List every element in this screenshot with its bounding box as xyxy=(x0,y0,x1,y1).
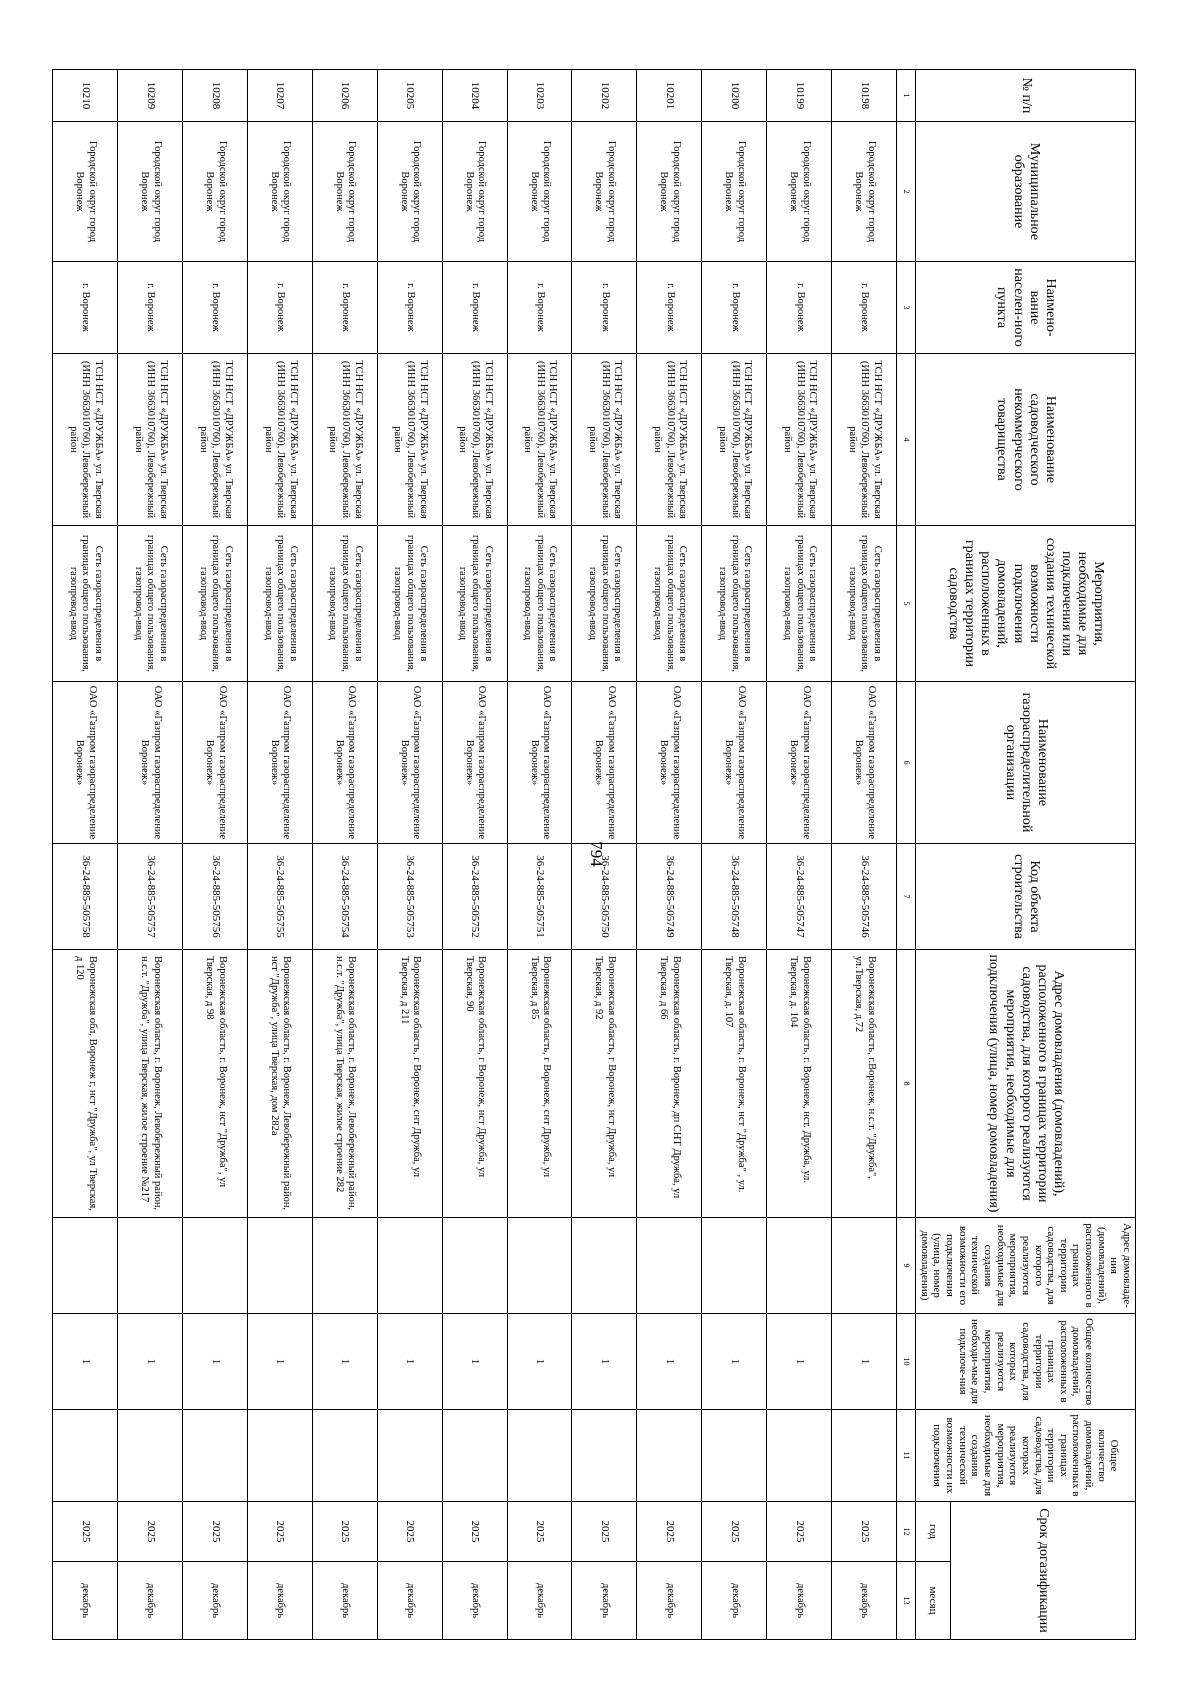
cell-count-tech xyxy=(572,1410,637,1502)
cell-row-number: 10209 xyxy=(118,70,183,122)
cell-gas-org: ОАО «Газпром газораспределение Воронеж» xyxy=(507,682,572,844)
cell-address: Воронежская область, г. Воронеж, Левобережный район, нст "Дружба", улица Тверская, дом 282а xyxy=(247,950,312,1218)
cell-count-tech xyxy=(118,1410,183,1502)
cell-municipality: Городской округ город Воронеж xyxy=(832,122,897,262)
col-header-snt: Наименование садоводческого некоммерческого товарищества xyxy=(916,354,1136,526)
cell-snt-name: ТСН НСТ «ДРУЖБА» ул. Тверская (ИНН 3663010760), Левобережный район xyxy=(442,354,507,526)
cell-events: Сеть газораспределения в границах общего пользования, газопровод-ввод xyxy=(637,526,702,682)
cell-address: Воронежская область, г. Воронеж, Левобережный район, н.с.т. "Дружба", улица Тверская, жилое строение №217 xyxy=(118,950,183,1218)
cell-count: 1 xyxy=(377,1314,442,1410)
cell-municipality: Городской округ город Воронеж xyxy=(572,122,637,262)
cell-count: 1 xyxy=(118,1314,183,1410)
cell-address-tech xyxy=(182,1218,247,1314)
cell-municipality: Городской округ город Воронеж xyxy=(377,122,442,262)
cell-month: декабрь xyxy=(442,1562,507,1640)
col-header-count-tech: Общее количество домовладений, расположенных в границах территории садоводства, для которых реализуются мероприятия, необходимые для создания технической возможности их подключения xyxy=(916,1410,1136,1502)
cell-object-code: 36-24-885-505755 xyxy=(247,844,312,950)
cell-settlement: г. Воронеж xyxy=(312,262,377,354)
cell-snt-name: ТСН НСТ «ДРУЖБА» ул. Тверская (ИНН 3663010760), Левобережный район xyxy=(637,354,702,526)
cell-row-number: 10208 xyxy=(182,70,247,122)
cell-settlement: г. Воронеж xyxy=(507,262,572,354)
table-row xyxy=(118,70,183,1640)
col-header-gas-org: Наименование газораспределительной организации xyxy=(916,682,1136,844)
cell-month: декабрь xyxy=(507,1562,572,1640)
cell-gas-org: ОАО «Газпром газораспределение Воронеж» xyxy=(702,682,767,844)
cell-row-number: 10202 xyxy=(572,70,637,122)
cell-address: Воронежская область, г. Воронеж, нст "Дружба" , ул. Тверская, д. 107 xyxy=(702,950,767,1218)
cell-address-tech xyxy=(767,1218,832,1314)
col-header-address: Адрес домовладения (домовладений), расположенного в границах территории садоводства, для которого реализуются мероприятия, необходимые для подключения (улица, номер домовладения) xyxy=(916,950,1136,1218)
cell-gas-org: ОАО «Газпром газораспределение Воронеж» xyxy=(377,682,442,844)
cell-gas-org: ОАО «Газпром газораспределение Воронеж» xyxy=(767,682,832,844)
cell-object-code: 36-24-885-505752 xyxy=(442,844,507,950)
cell-count: 1 xyxy=(572,1314,637,1410)
cell-count-tech xyxy=(312,1410,377,1502)
cell-row-number: 10204 xyxy=(442,70,507,122)
cell-month: декабрь xyxy=(247,1562,312,1640)
table-row xyxy=(312,70,377,1640)
cell-year: 2025 xyxy=(53,1502,118,1562)
cell-count: 1 xyxy=(507,1314,572,1410)
cell-count-tech xyxy=(442,1410,507,1502)
cell-object-code: 36-24-885-505754 xyxy=(312,844,377,950)
cell-settlement: г. Воронеж xyxy=(832,262,897,354)
cell-settlement: г. Воронеж xyxy=(442,262,507,354)
cell-count: 1 xyxy=(832,1314,897,1410)
cell-count: 1 xyxy=(442,1314,507,1410)
cell-count: 1 xyxy=(637,1314,702,1410)
cell-count-tech xyxy=(637,1410,702,1502)
cell-address-tech xyxy=(247,1218,312,1314)
cell-gas-org: ОАО «Газпром газораспределение Воронеж» xyxy=(118,682,183,844)
cell-municipality: Городской округ город Воронеж xyxy=(507,122,572,262)
col-header-events: Мероприятия, необходимые для подключения или создания технической возможности подключения домовладений, расположенных в границах территории садоводства xyxy=(916,526,1136,682)
cell-year: 2025 xyxy=(572,1502,637,1562)
cell-month: декабрь xyxy=(377,1562,442,1640)
cell-address: Воронежская область, г Воронеж, нст Дружба, ул Тверская, 90 xyxy=(442,950,507,1218)
cell-address-tech xyxy=(832,1218,897,1314)
cell-count: 1 xyxy=(182,1314,247,1410)
cell-address: Воронежская обл, Воронеж г, нст "Дружба", ул Тверская, д 120 xyxy=(53,950,118,1218)
cell-count-tech xyxy=(377,1410,442,1502)
cell-address-tech xyxy=(442,1218,507,1314)
cell-count: 1 xyxy=(247,1314,312,1410)
cell-address-tech xyxy=(312,1218,377,1314)
column-number: 8 xyxy=(897,950,916,1218)
cell-row-number: 10203 xyxy=(507,70,572,122)
column-number: 10 xyxy=(897,1314,916,1410)
cell-municipality: Городской округ город Воронеж xyxy=(702,122,767,262)
col-header-month: месяц xyxy=(916,1562,951,1640)
column-number: 7 xyxy=(897,844,916,950)
cell-snt-name: ТСН НСТ «ДРУЖБА» ул. Тверская (ИНН 3663010760), Левобережный район xyxy=(702,354,767,526)
cell-snt-name: ТСН НСТ «ДРУЖБА» ул. Тверская (ИНН 3663010760), Левобережный район xyxy=(312,354,377,526)
cell-municipality: Городской округ город Воронеж xyxy=(182,122,247,262)
cell-events: Сеть газораспределения в границах общего пользования, газопровод-ввод xyxy=(312,526,377,682)
column-number: 12 xyxy=(897,1502,916,1562)
cell-row-number: 10199 xyxy=(767,70,832,122)
cell-gas-org: ОАО «Газпром газораспределение Воронеж» xyxy=(572,682,637,844)
cell-year: 2025 xyxy=(442,1502,507,1562)
column-number-row xyxy=(897,70,916,1640)
cell-events: Сеть газораспределения в границах общего пользования, газопровод-ввод xyxy=(572,526,637,682)
cell-events: Сеть газораспределения в границах общего пользования, газопровод-ввод xyxy=(53,526,118,682)
cell-count-tech xyxy=(832,1410,897,1502)
cell-count-tech xyxy=(507,1410,572,1502)
cell-address-tech xyxy=(572,1218,637,1314)
cell-object-code: 36-24-885-505747 xyxy=(767,844,832,950)
cell-events: Сеть газораспределения в границах общего пользования, газопровод-ввод xyxy=(767,526,832,682)
cell-settlement: г. Воронеж xyxy=(702,262,767,354)
cell-address: Воронежская область, г Воронеж, нст Дружба, ул Тверская, д 92 xyxy=(572,950,637,1218)
cell-count: 1 xyxy=(767,1314,832,1410)
table-row xyxy=(572,70,637,1640)
col-header-count: Общее количество домовладений, расположенных в границах территории садоводства, для которых реализуются мероприятия, необходи-мые для подключе-ния xyxy=(916,1314,1136,1410)
cell-gas-org: ОАО «Газпром газораспределение Воронеж» xyxy=(442,682,507,844)
page-number: 794 xyxy=(587,841,606,867)
gasification-table xyxy=(52,69,1136,1640)
col-header-municipality: Муниципальное образование xyxy=(916,122,1136,262)
column-number: 4 xyxy=(897,354,916,526)
rotated-table-container xyxy=(64,69,1136,1639)
cell-year: 2025 xyxy=(377,1502,442,1562)
cell-events: Сеть газораспределения в границах общего пользования, газопровод-ввод xyxy=(702,526,767,682)
cell-snt-name: ТСН НСТ «ДРУЖБА» ул. Тверская (ИНН 3663010760), Левобережный район xyxy=(118,354,183,526)
cell-settlement: г. Воронеж xyxy=(377,262,442,354)
cell-year: 2025 xyxy=(312,1502,377,1562)
col-header-deadline: Срок догазификации xyxy=(951,1502,1136,1640)
column-number: 9 xyxy=(897,1218,916,1314)
cell-object-code: 36-24-885-505756 xyxy=(182,844,247,950)
cell-snt-name: ТСН НСТ «ДРУЖБА» ул. Тверская (ИНН 3663010760), Левобережный район xyxy=(832,354,897,526)
cell-object-code: 36-24-885-505749 xyxy=(637,844,702,950)
cell-events: Сеть газораспределения в границах общего пользования, газопровод-ввод xyxy=(507,526,572,682)
cell-settlement: г. Воронеж xyxy=(53,262,118,354)
column-number: 1 xyxy=(897,70,916,122)
column-number: 3 xyxy=(897,262,916,354)
cell-snt-name: ТСН НСТ «ДРУЖБА» ул. Тверская (ИНН 3663010760), Левобережный район xyxy=(53,354,118,526)
cell-settlement: г. Воронеж xyxy=(247,262,312,354)
cell-events: Сеть газораспределения в границах общего пользования, газопровод-ввод xyxy=(377,526,442,682)
cell-count-tech xyxy=(702,1410,767,1502)
table-body xyxy=(53,70,897,1640)
cell-month: декабрь xyxy=(832,1562,897,1640)
table-row xyxy=(702,70,767,1640)
cell-object-code: 36-24-885-505753 xyxy=(377,844,442,950)
cell-address-tech xyxy=(702,1218,767,1314)
cell-month: декабрь xyxy=(53,1562,118,1640)
cell-row-number: 10201 xyxy=(637,70,702,122)
cell-address: Воронежская область, г. Воронеж, Левобережный район, н.с.т. "Дружба", улица Тверская, жилое строение 282 xyxy=(312,950,377,1218)
cell-row-number: 10198 xyxy=(832,70,897,122)
cell-row-number: 10206 xyxy=(312,70,377,122)
cell-settlement: г. Воронеж xyxy=(118,262,183,354)
cell-snt-name: ТСН НСТ «ДРУЖБА» ул. Тверская (ИНН 3663010760), Левобережный район xyxy=(767,354,832,526)
cell-object-code: 36-24-885-505757 xyxy=(118,844,183,950)
cell-year: 2025 xyxy=(507,1502,572,1562)
cell-events: Сеть газораспределения в границах общего пользования, газопровод-ввод xyxy=(442,526,507,682)
cell-snt-name: ТСН НСТ «ДРУЖБА» ул. Тверская (ИНН 3663010760), Левобережный район xyxy=(247,354,312,526)
cell-year: 2025 xyxy=(767,1502,832,1562)
column-number: 2 xyxy=(897,122,916,262)
table-row xyxy=(247,70,312,1640)
cell-address-tech xyxy=(637,1218,702,1314)
cell-municipality: Городской округ город Воронеж xyxy=(442,122,507,262)
cell-month: декабрь xyxy=(572,1562,637,1640)
cell-address: Воронежская область, г. Воронеж, нст "Дружба", ул Тверская, д 98 xyxy=(182,950,247,1218)
cell-address: Воронежская область, г. Воронеж, нст. Дружба, ул. Тверская, д. 104 xyxy=(767,950,832,1218)
cell-object-code: 36-24-885-505750 xyxy=(572,844,637,950)
cell-count-tech xyxy=(182,1410,247,1502)
table-row xyxy=(507,70,572,1640)
cell-month: декабрь xyxy=(118,1562,183,1640)
cell-municipality: Городской округ город Воронеж xyxy=(118,122,183,262)
column-number: 6 xyxy=(897,682,916,844)
cell-count-tech xyxy=(767,1410,832,1502)
cell-month: декабрь xyxy=(637,1562,702,1640)
cell-address-tech xyxy=(118,1218,183,1314)
cell-object-code: 36-24-885-505751 xyxy=(507,844,572,950)
cell-gas-org: ОАО «Газпром газораспределение Воронеж» xyxy=(247,682,312,844)
cell-gas-org: ОАО «Газпром газораспределение Воронеж» xyxy=(637,682,702,844)
cell-object-code: 36-24-885-505748 xyxy=(702,844,767,950)
cell-address-tech xyxy=(377,1218,442,1314)
cell-settlement: г. Воронеж xyxy=(767,262,832,354)
cell-address: Воронежская область, г.Воронеж, н.с.т. "Дружба", ул.Тверская, д.72 xyxy=(832,950,897,1218)
cell-month: декабрь xyxy=(767,1562,832,1640)
cell-row-number: 10207 xyxy=(247,70,312,122)
cell-row-number: 10210 xyxy=(53,70,118,122)
col-header-year: год xyxy=(916,1502,951,1562)
cell-events: Сеть газораспределения в границах общего пользования, газопровод-ввод xyxy=(182,526,247,682)
cell-count: 1 xyxy=(702,1314,767,1410)
cell-snt-name: ТСН НСТ «ДРУЖБА» ул. Тверская (ИНН 3663010760), Левобережный район xyxy=(182,354,247,526)
cell-count: 1 xyxy=(312,1314,377,1410)
header-row xyxy=(951,70,1136,1640)
column-number: 11 xyxy=(897,1410,916,1502)
cell-count-tech xyxy=(247,1410,312,1502)
cell-address: Воронежская область, г Воронеж, снт Дружба, ул Тверская, д 211 xyxy=(377,950,442,1218)
cell-row-number: 10205 xyxy=(377,70,442,122)
col-header-address-tech: Адрес домовладе-ния (домовладений), расположенного в границах территории садоводства, для которого реализуются мероприятия, необходимые для создания технической возможности его подключения (улица, номер домовладения) xyxy=(916,1218,1136,1314)
cell-municipality: Городской округ город Воронеж xyxy=(247,122,312,262)
cell-events: Сеть газораспределения в границах общего пользования, газопровод-ввод xyxy=(118,526,183,682)
table-row xyxy=(442,70,507,1640)
cell-year: 2025 xyxy=(118,1502,183,1562)
column-number: 5 xyxy=(897,526,916,682)
cell-year: 2025 xyxy=(637,1502,702,1562)
cell-row-number: 10200 xyxy=(702,70,767,122)
cell-month: декабрь xyxy=(312,1562,377,1640)
table-row xyxy=(832,70,897,1640)
cell-gas-org: ОАО «Газпром газораспределение Воронеж» xyxy=(182,682,247,844)
column-number: 13 xyxy=(897,1562,916,1640)
cell-municipality: Городской округ город Воронеж xyxy=(53,122,118,262)
cell-year: 2025 xyxy=(247,1502,312,1562)
cell-address: Воронежская область, г Воронеж, снт Дружба, ул Тверская, д 85 xyxy=(507,950,572,1218)
table-row xyxy=(637,70,702,1640)
cell-snt-name: ТСН НСТ «ДРУЖБА» ул. Тверская (ИНН 3663010760), Левобережный район xyxy=(507,354,572,526)
cell-gas-org: ОАО «Газпром газораспределение Воронеж» xyxy=(832,682,897,844)
cell-settlement: г. Воронеж xyxy=(572,262,637,354)
cell-address-tech xyxy=(507,1218,572,1314)
cell-snt-name: ТСН НСТ «ДРУЖБА» ул. Тверская (ИНН 3663010760), Левобережный район xyxy=(572,354,637,526)
col-header-settlement: Наимено-вание населен-ного пункта xyxy=(916,262,1136,354)
cell-object-code: 36-24-885-505758 xyxy=(53,844,118,950)
cell-count: 1 xyxy=(53,1314,118,1410)
table-row xyxy=(767,70,832,1640)
cell-snt-name: ТСН НСТ «ДРУЖБА» ул. Тверская (ИНН 3663010760), Левобережный район xyxy=(377,354,442,526)
cell-events: Сеть газораспределения в границах общего пользования, газопровод-ввод xyxy=(832,526,897,682)
table-row xyxy=(182,70,247,1640)
cell-municipality: Городской округ город Воронеж xyxy=(767,122,832,262)
cell-year: 2025 xyxy=(702,1502,767,1562)
cell-count-tech xyxy=(53,1410,118,1502)
cell-gas-org: ОАО «Газпром газораспределение Воронеж» xyxy=(312,682,377,844)
cell-object-code: 36-24-885-505746 xyxy=(832,844,897,950)
cell-settlement: г. Воронеж xyxy=(182,262,247,354)
cell-address-tech xyxy=(53,1218,118,1314)
cell-year: 2025 xyxy=(832,1502,897,1562)
cell-address: Воронежская область, г. Воронеж, дп СНТ Дружба, ул Тверская, д 66 xyxy=(637,950,702,1218)
cell-gas-org: ОАО «Газпром газораспределение Воронеж» xyxy=(53,682,118,844)
cell-settlement: г. Воронеж xyxy=(637,262,702,354)
col-header-number: № п/п xyxy=(916,70,1136,122)
table-row xyxy=(53,70,118,1640)
cell-month: декабрь xyxy=(702,1562,767,1640)
cell-month: декабрь xyxy=(182,1562,247,1640)
cell-municipality: Городской округ город Воронеж xyxy=(637,122,702,262)
cell-events: Сеть газораспределения в границах общего пользования, газопровод-ввод xyxy=(247,526,312,682)
cell-municipality: Городской округ город Воронеж xyxy=(312,122,377,262)
cell-year: 2025 xyxy=(182,1502,247,1562)
table-row xyxy=(377,70,442,1640)
col-header-object-code: Код объекта строительства xyxy=(916,844,1136,950)
